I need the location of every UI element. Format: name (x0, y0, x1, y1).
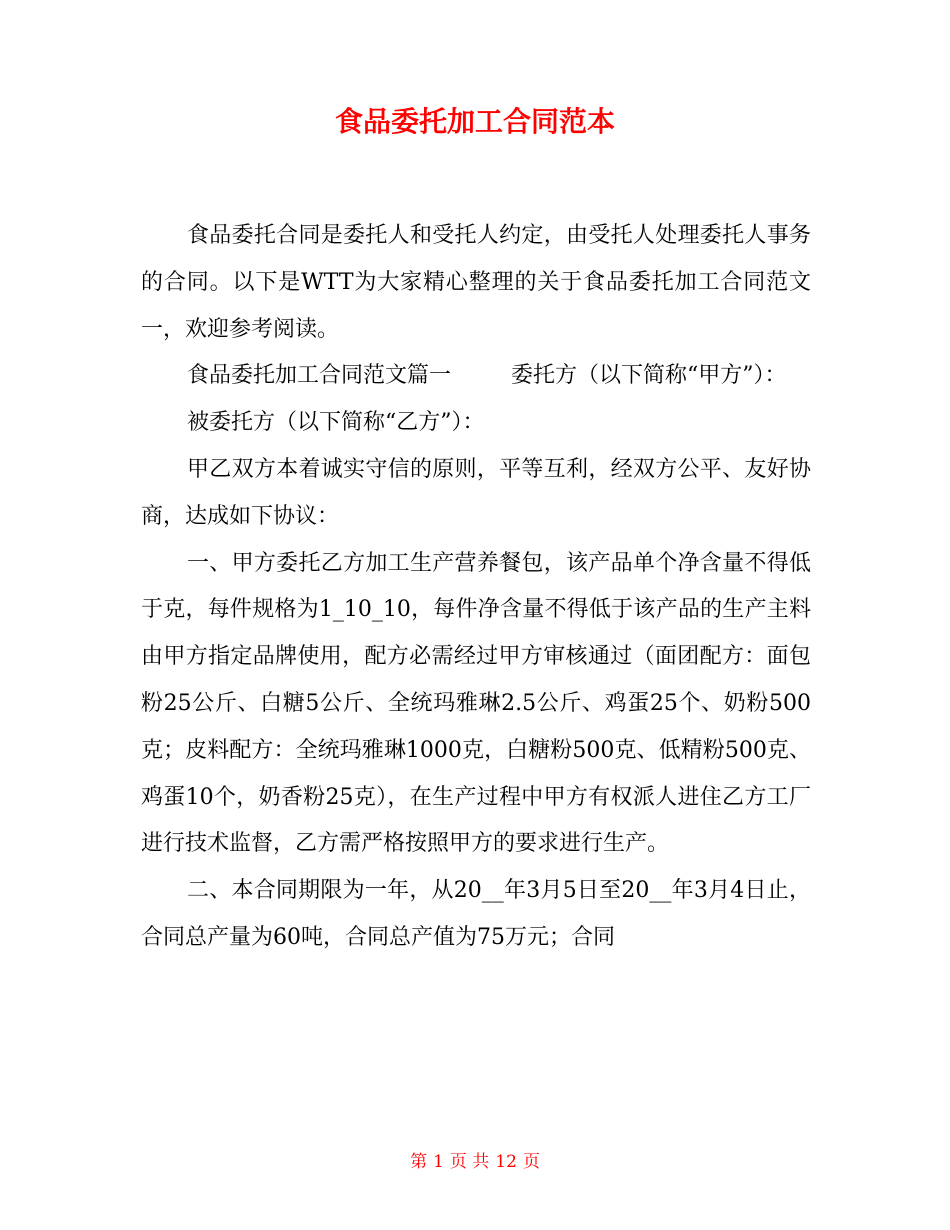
document-body (141, 213, 811, 962)
intro-paragraph: 食品委托合同是委托人和受托人约定，由受托人处理委托人事务的合同。以下是WTT为大家精心整理的关于食品委托加工合同范文一，欢迎参考阅读。 (141, 223, 811, 342)
footer-total-pages: 12 (495, 1152, 517, 1172)
agreement-intro-paragraph: 甲乙双方本着诚实守信的原则，平等互利，经双方公平、友好协商，达成如下协议： (141, 456, 811, 529)
footer-suffix: 页 (522, 1152, 540, 1172)
footer-prefix: 第 (410, 1152, 428, 1172)
footer-middle: 页 共 (449, 1152, 490, 1172)
clause-1-paragraph: 一、甲方委托乙方加工生产营养餐包，该产品单个净含量不得低于克，每件规格为1_10_10，每件净含量不得低于该产品的生产主料由甲方指定品牌使用，配方必需经过甲方审核通过（面团配方：面包粉25公斤、白糖5公斤、全统玛雅琳2.5公斤、鸡蛋25个、奶粉500克；皮料配方：全统玛雅琳1000克，白糖粉500克、低精粉500克、鸡蛋10个，奶香粉25克），在生产过程中甲方有权派人进住乙方工厂进行技术监督，乙方需严格按照甲方的要求进行生产。 (141, 550, 811, 857)
section-heading: 食品委托加工合同范文篇一 (187, 363, 452, 389)
party-b-label: 被委托方（以下简称“乙方”）： (187, 410, 485, 436)
document-title: 食品委托加工合同范本 (334, 105, 615, 138)
footer-page-number: 1 (433, 1152, 444, 1172)
page-footer (0, 1148, 950, 1176)
section-heading-paragraph (141, 353, 811, 400)
party-a-label: 委托方（以下简称“甲方”）： (511, 363, 787, 389)
clause-2-paragraph: 二、本合同期限为一年，从20__年3月5日至20__年3月4日止，合同总产量为60吨，合同总产值为75万元；合同 (141, 878, 811, 950)
